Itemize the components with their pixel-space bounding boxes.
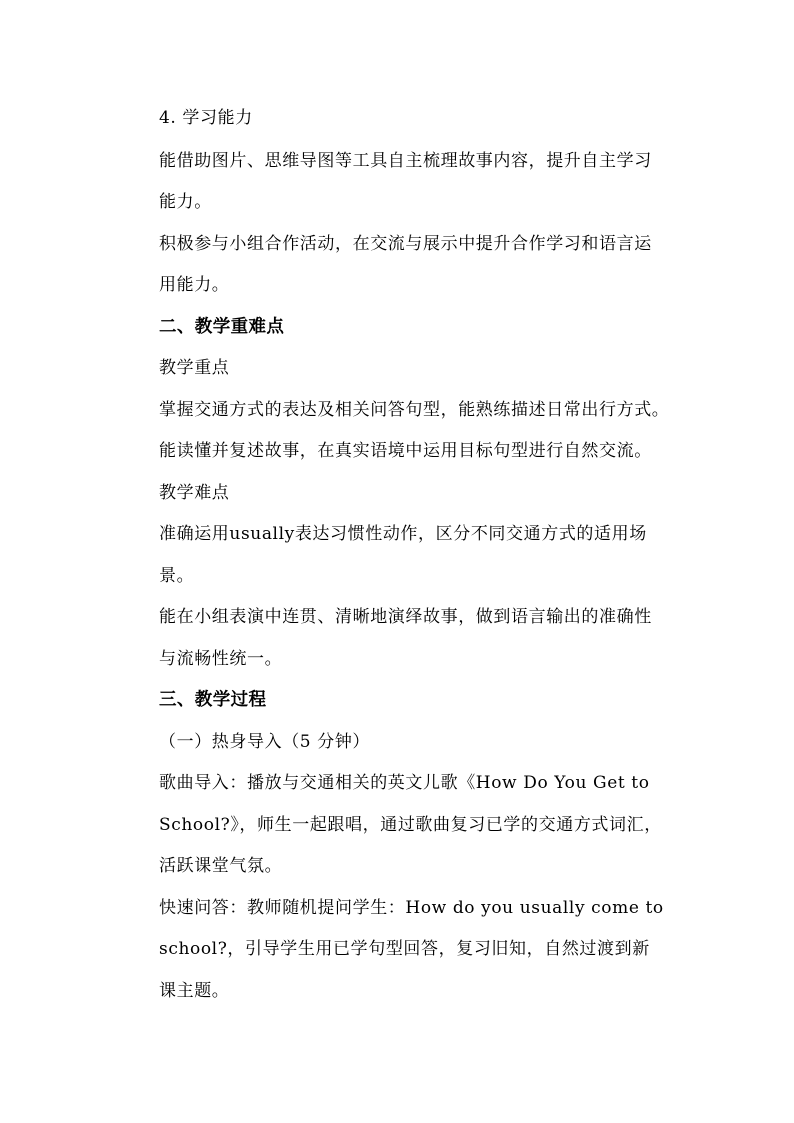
paragraph-line: 能力。 bbox=[159, 192, 212, 212]
paragraph-line: 准确运用usually表达习惯性动作，区分不同交通方式的适用场 bbox=[159, 524, 647, 544]
subheading-teaching-focus: 教学重点 bbox=[159, 358, 230, 378]
section-item-learning-ability: 4. 学习能力 bbox=[159, 108, 253, 128]
paragraph-line: 能读懂并复述故事，在真实语境中运用目标句型进行自然交流。 bbox=[159, 441, 652, 461]
paragraph-line: 快速问答：教师随机提问学生：How do you usually come to bbox=[159, 898, 664, 918]
section-heading-teaching-process: 三、教学过程 bbox=[159, 690, 267, 710]
subheading-warm-up: （一）热身导入（5 分钟） bbox=[159, 732, 371, 752]
paragraph-line: 掌握交通方式的表达及相关问答句型，能熟练描述日常出行方式。 bbox=[159, 400, 670, 420]
paragraph-line: 课主题。 bbox=[159, 981, 230, 1001]
subheading-teaching-difficulty: 教学难点 bbox=[159, 483, 230, 503]
paragraph-line: 能在小组表演中连贯、清晰地演绎故事，做到语言输出的准确性 bbox=[159, 607, 652, 627]
paragraph-line: 与流畅性统一。 bbox=[159, 649, 283, 669]
paragraph-line: 歌曲导入：播放与交通相关的英文儿歌《How Do You Get to bbox=[159, 773, 650, 793]
paragraph-line: 积极参与小组合作活动，在交流与展示中提升合作学习和语言运 bbox=[159, 234, 652, 254]
paragraph-line: 用能力。 bbox=[159, 275, 230, 295]
paragraph-line: 景。 bbox=[159, 566, 195, 586]
paragraph-line: School?》，师生一起跟唱，通过歌曲复习已学的交通方式词汇， bbox=[159, 815, 662, 835]
paragraph-line: 活跃课堂气氛。 bbox=[159, 856, 283, 876]
paragraph-line: 能借助图片、思维导图等工具自主梳理故事内容，提升自主学习 bbox=[159, 151, 652, 171]
section-heading-key-difficult-points: 二、教学重难点 bbox=[159, 317, 285, 337]
paragraph-line: school?，引导学生用已学句型回答，复习旧知，自然过渡到新 bbox=[159, 939, 650, 959]
